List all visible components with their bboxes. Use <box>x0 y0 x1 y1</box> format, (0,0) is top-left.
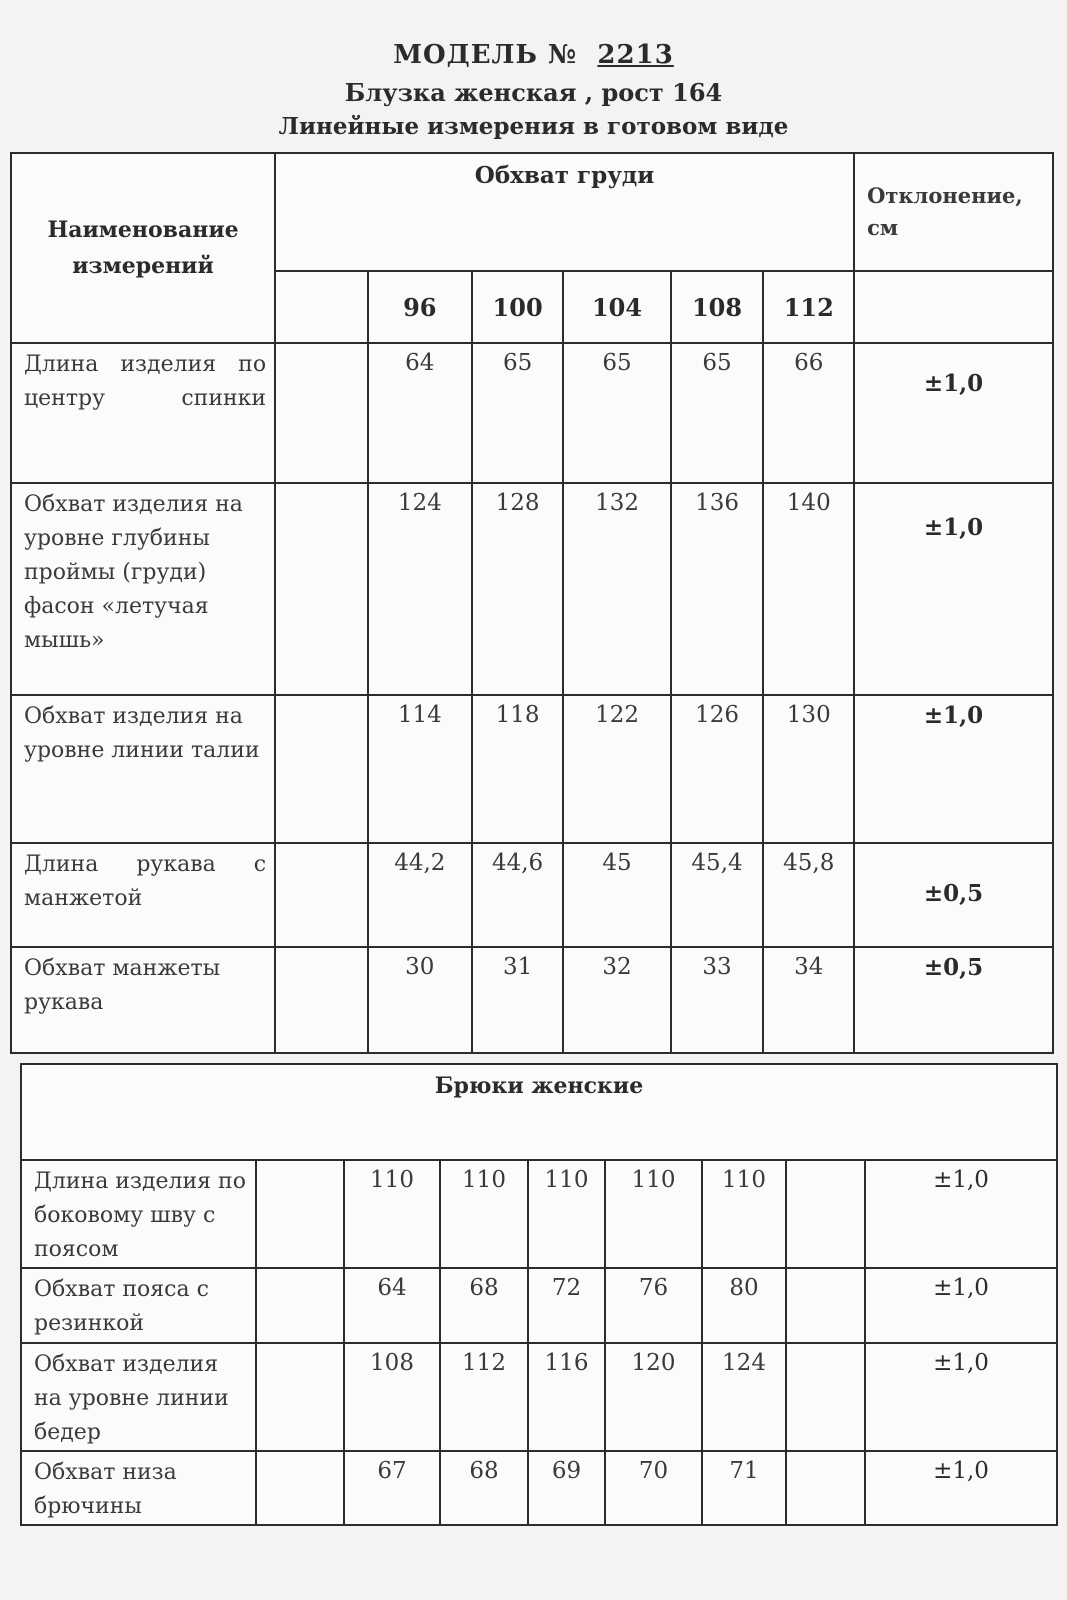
value-cell: 110 <box>528 1160 605 1268</box>
value-cell: 110 <box>344 1160 440 1268</box>
value-cell: 44,2 <box>368 843 472 947</box>
size-header-100: 100 <box>472 271 564 343</box>
value-cell: 30 <box>368 947 472 1053</box>
model-title-prefix: МОДЕЛЬ № <box>393 40 578 70</box>
value-cell: 116 <box>528 1343 605 1451</box>
table-row <box>11 695 1053 843</box>
measurement-name: Обхват манжеты рукава <box>11 947 275 1053</box>
measurement-name: Обхват пояса с резинкой <box>21 1268 256 1343</box>
empty-cell <box>275 483 368 695</box>
value-cell: 64 <box>344 1268 440 1343</box>
value-cell: 122 <box>563 695 670 843</box>
name-column-header: Наименование измерений <box>11 153 275 343</box>
value-cell: 76 <box>605 1268 702 1343</box>
deviation-cell: ±0,5 <box>854 947 1053 1053</box>
deviation-cell: ±1,0 <box>865 1268 1057 1343</box>
value-cell: 132 <box>563 483 670 695</box>
chest-girth-header: Обхват груди <box>275 153 854 271</box>
value-cell: 120 <box>605 1343 702 1451</box>
value-cell: 65 <box>671 343 764 483</box>
deviation-cell: ±1,0 <box>854 483 1053 695</box>
model-title <box>0 40 1067 70</box>
deviation-cell: ±1,0 <box>865 1343 1057 1451</box>
empty-cell <box>275 947 368 1053</box>
measurement-name: Обхват изделия на уровне глубины проймы (груди) фасон «летучая мышь» <box>11 483 275 695</box>
table-row <box>21 1268 1057 1343</box>
size-header-112: 112 <box>763 271 854 343</box>
blouse-measurements-table <box>10 152 1054 1054</box>
empty-cell <box>786 1160 865 1268</box>
empty-cell <box>256 1451 344 1525</box>
value-cell: 69 <box>528 1451 605 1525</box>
empty-cell <box>256 1160 344 1268</box>
trousers-section-title: Брюки женские <box>21 1064 1057 1160</box>
size-header-108: 108 <box>671 271 764 343</box>
value-cell: 110 <box>605 1160 702 1268</box>
measurements-caption: Линейные измерения в готовом виде <box>278 113 789 140</box>
value-cell: 66 <box>763 343 854 483</box>
value-cell: 70 <box>605 1451 702 1525</box>
value-cell: 44,6 <box>472 843 564 947</box>
measurement-name: Длина рукава с манжетой <box>11 843 275 947</box>
value-cell: 114 <box>368 695 472 843</box>
measurement-name: Обхват изделия на уровне линии бедер <box>21 1343 256 1451</box>
table-row <box>11 947 1053 1053</box>
value-cell: 31 <box>472 947 564 1053</box>
value-cell: 32 <box>563 947 670 1053</box>
empty-cell <box>854 271 1053 343</box>
value-cell: 68 <box>440 1268 528 1343</box>
empty-cell <box>256 1343 344 1451</box>
size-header-104: 104 <box>563 271 670 343</box>
empty-cell <box>256 1268 344 1343</box>
size-header-96: 96 <box>368 271 472 343</box>
value-cell: 112 <box>440 1343 528 1451</box>
value-cell: 68 <box>440 1451 528 1525</box>
measurement-name: Длина изделия по боковому шву с поясом <box>21 1160 256 1268</box>
deviation-cell: ±1,0 <box>854 695 1053 843</box>
measurement-name: Обхват изделия на уровне линии талии <box>11 695 275 843</box>
empty-cell <box>275 843 368 947</box>
table-row <box>21 1160 1057 1268</box>
deviation-column-header: Отклонение, см <box>854 153 1053 271</box>
value-cell: 110 <box>702 1160 786 1268</box>
empty-cell <box>275 271 368 343</box>
value-cell: 34 <box>763 947 854 1053</box>
table-row <box>11 843 1053 947</box>
value-cell: 108 <box>344 1343 440 1451</box>
value-cell: 65 <box>563 343 670 483</box>
measurement-name: Обхват низа брючины <box>21 1451 256 1525</box>
trousers-measurements-table <box>20 1063 1058 1526</box>
product-subtitle: Блузка женская , рост 164 <box>344 78 723 107</box>
deviation-cell: ±1,0 <box>865 1160 1057 1268</box>
deviation-cell: ±0,5 <box>854 843 1053 947</box>
table-row <box>11 343 1053 483</box>
value-cell: 45 <box>563 843 670 947</box>
value-cell: 124 <box>702 1343 786 1451</box>
deviation-cell: ±1,0 <box>854 343 1053 483</box>
value-cell: 33 <box>671 947 764 1053</box>
value-cell: 80 <box>702 1268 786 1343</box>
value-cell: 72 <box>528 1268 605 1343</box>
empty-cell <box>786 1343 865 1451</box>
table-row <box>11 483 1053 695</box>
value-cell: 118 <box>472 695 564 843</box>
empty-cell <box>786 1268 865 1343</box>
table-row <box>21 1343 1057 1451</box>
empty-cell <box>275 695 368 843</box>
value-cell: 130 <box>763 695 854 843</box>
value-cell: 124 <box>368 483 472 695</box>
empty-cell <box>275 343 368 483</box>
value-cell: 45,4 <box>671 843 764 947</box>
value-cell: 64 <box>368 343 472 483</box>
value-cell: 136 <box>671 483 764 695</box>
value-cell: 126 <box>671 695 764 843</box>
value-cell: 140 <box>763 483 854 695</box>
model-number: 2213 <box>597 40 674 70</box>
deviation-cell: ±1,0 <box>865 1451 1057 1525</box>
value-cell: 65 <box>472 343 564 483</box>
value-cell: 67 <box>344 1451 440 1525</box>
value-cell: 110 <box>440 1160 528 1268</box>
table-row <box>21 1451 1057 1525</box>
value-cell: 128 <box>472 483 564 695</box>
empty-cell <box>786 1451 865 1525</box>
value-cell: 45,8 <box>763 843 854 947</box>
measurement-name: Длина изделия по центру спинки <box>11 343 275 483</box>
value-cell: 71 <box>702 1451 786 1525</box>
